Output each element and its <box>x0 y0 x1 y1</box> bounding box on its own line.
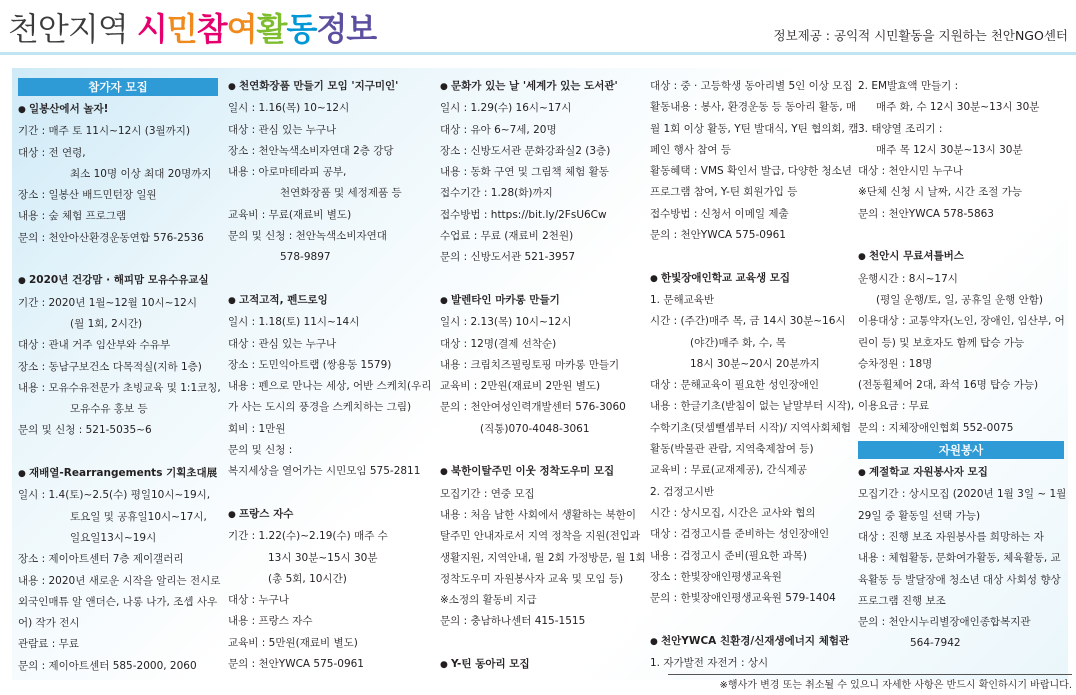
event-detail: 페인 행사 참여 등 <box>650 143 732 156</box>
event-detail: 탈주민 안내자로서 지역 정착을 지원(전입과 <box>440 530 641 543</box>
spacer <box>440 269 645 290</box>
event-detail: 문의 및 신청 : <box>228 444 293 457</box>
event-detail: 시간 : (주간)매주 목, 금 14시 30분~16시 <box>650 315 846 328</box>
event-detail: 일시 : 1.18(토) 11시~14시 <box>228 316 360 329</box>
event-detail: ※단체 신청 시 날짜, 시간 조절 가능 <box>858 186 1023 199</box>
event-detail: 교육비 : 무료(교재제공), 간식제공 <box>650 464 807 477</box>
event-detail: 활동내용 : 봉사, 환경운동 등 동아리 활동, 매 <box>650 101 857 114</box>
event-detail: 문의 : 천안YWCA 575-0961 <box>228 658 364 671</box>
event-detail: 월 1회 이상 활동, Y틴 발대식, Y틴 협의회, 캠 <box>650 122 859 135</box>
event-detail: 1. 자가발전 자전거 : 상시 <box>650 657 769 670</box>
event-detail: 대상 : 관심 있는 누구나 <box>228 123 337 136</box>
event-detail: 대상 : 검정고시를 준비하는 성인장애인 <box>650 528 830 541</box>
event-detail: 일시 : 1.4(토)~2.5(수) 평일10시~19시, <box>18 489 211 502</box>
section-badge-volunteer: 자원봉사 <box>858 441 1064 459</box>
event-detail: 이용대상 : 교통약자(노인, 장애인, 임산부, 어 <box>858 315 1065 328</box>
event-detail: 문의 및 신청 : 천안녹색소비자연대 <box>228 230 387 243</box>
event-detail: 내용 : 동화 구연 및 그림책 체험 활동 <box>440 166 609 179</box>
event-title: ● 한빛장애인학교 교육생 모집 <box>650 268 854 290</box>
event-detail: 회비 : 1만원 <box>228 422 286 435</box>
event-detail: 1. 문해교육반 <box>650 293 715 306</box>
event-detail: (총 5회, 10시간) <box>268 572 347 585</box>
event-detail: 대상 : 관심 있는 누구나 <box>228 337 337 350</box>
event-detail: 내용 : 체험활동, 문화여가활동, 체육활동, 교 <box>858 552 1061 565</box>
event-detail: 수학기초(덧셈뺄셈부터 시작)/ 지역사회체험 <box>650 421 851 434</box>
event-detail: 모유수유 홍보 등 <box>70 403 148 416</box>
event-detail: ※소정의 활동비 지급 <box>440 594 537 607</box>
event-detail: (월 1회, 2시간) <box>70 317 143 330</box>
event-detail: 대상 : 중 · 고등학생 동아리별 5인 이상 모집 <box>650 80 853 92</box>
event-detail: 어) 작가 전시 <box>18 617 80 630</box>
event-detail: 내용 : 숲 체험 프로그램 <box>18 210 127 223</box>
spacer <box>228 269 428 290</box>
event-detail: 수업료 : 무료 (재료비 2천원) <box>440 230 574 243</box>
event-detail: 29일 중 활동일 선택 가능) <box>858 509 981 522</box>
event-detail: 교육비 : 무료(재료비 별도) <box>228 208 352 221</box>
event-detail: 외국인매튜 알 앤더슨, 나롱 나가, 조셉 사우 <box>18 595 218 608</box>
event-detail: 문의 : 천안YWCA 578-5863 <box>858 207 994 220</box>
event-detail: 운행시간 : 8시~17시 <box>858 272 958 285</box>
event-detail: 일시 : 1.16(목) 10~12시 <box>228 102 350 115</box>
event-detail: 기간 : 매주 토 11시~12시 (3월까지) <box>18 125 191 138</box>
event-detail: 승차정원 : 18명 <box>858 357 933 370</box>
event-detail: 일시 : 1.29(수) 16시~17시 <box>440 102 572 115</box>
event-detail: 활동혜택 : VMS 확인서 발급, 다양한 청소년 <box>650 165 852 178</box>
info-provider: 정보제공 : 공익적 시민활동을 지원하는 천안NGO센터 <box>773 28 1068 43</box>
event-detail: 최소 10명 이상 최대 20명까지 <box>70 167 212 180</box>
event-title: ● 북한이탈주민 이웃 정착도우미 모집 <box>440 461 645 483</box>
event-detail: 장소 : 제이아트센터 7층 제이갤러리 <box>18 553 184 566</box>
event-detail: 일시 : 2.13(목) 10시~12시 <box>440 316 572 329</box>
event-detail: 매주 화, 수 12시 30분~13시 30분 <box>876 101 1040 114</box>
event-detail: 문의 : 천안YWCA 575-0961 <box>650 229 786 242</box>
column-4 <box>650 76 859 674</box>
event-title: ● 천안시 무료셔틀버스 <box>858 246 1064 268</box>
section-badge-participants: 참가자 모집 <box>18 78 218 96</box>
spacer <box>440 440 645 461</box>
title-char: 정보 <box>316 10 377 48</box>
event-detail: 생활지원, 지역안내, 월 2회 가정방문, 월 1회 <box>440 551 646 564</box>
title-char: 동 <box>286 10 317 48</box>
event-detail: (야간)매주 화, 수, 목 <box>690 336 786 349</box>
event-detail: 장소 : 도민익아트랩 (쌍용동 1579) <box>228 358 392 371</box>
event-detail: 578-9897 <box>280 251 331 264</box>
event-title: ● 고적고적, 펜드로잉 <box>228 290 428 312</box>
event-detail: 접수기간 : 1.28(화)까지 <box>440 187 553 200</box>
event-detail: 장소 : 일봉산 배드민턴장 일원 <box>18 189 157 202</box>
spacer <box>650 246 854 267</box>
event-detail: 2. EM발효액 만들기 : <box>858 80 959 92</box>
event-detail: 대상 : 천안시민 누구나 <box>858 165 963 178</box>
page-title <box>8 4 376 50</box>
spacer <box>440 633 645 654</box>
event-detail: 내용 : 처음 남한 사회에서 생활하는 북한이 <box>440 508 636 521</box>
event-detail: 접수방법 : 신청서 이메일 제출 <box>650 207 789 220</box>
event-detail: 내용 : 2020년 새로운 시작을 알리는 전시로 <box>18 574 221 587</box>
event-detail: 대상 : 진행 보조 자원봉사를 희망하는 자 <box>858 530 1044 543</box>
event-detail: 내용 : 펜으로 만나는 세상, 어반 스케치(우리 <box>228 380 432 393</box>
title-region: 천안지역 <box>8 10 137 48</box>
title-char: 민 <box>166 10 197 48</box>
event-detail: (전동휠체어 2대, 좌석 16명 탑승 가능) <box>858 379 1039 392</box>
event-detail: 대상 : 관내 거주 임산부와 수유부 <box>18 339 171 352</box>
event-detail: 문의 : 천안여성인력개발센터 576-3060 <box>440 401 626 414</box>
event-detail: 2. 검정고시반 <box>650 485 715 498</box>
header-divider <box>0 52 1076 55</box>
event-detail: 프로그램 진행 보조 <box>858 594 946 607</box>
event-detail: 18시 30분~20시 20분까지 <box>690 357 820 370</box>
page-header <box>0 0 1076 55</box>
event-detail: 육활동 등 발달장애 청소년 대상 사회성 향상 <box>858 573 1061 586</box>
event-detail: 3. 태양열 조리기 : <box>858 122 943 135</box>
event-detail: 내용 : 검정고시 준비(필요한 과목) <box>650 549 807 562</box>
event-detail: 기간 : 2020년 1월~12월 10시~12시 <box>18 296 197 309</box>
event-detail: 대상 : 유아 6~7세, 20명 <box>440 123 557 136</box>
event-detail: 장소 : 한빛장애인평생교육원 <box>650 570 782 583</box>
event-detail: (직통)070-4048-3061 <box>480 422 590 435</box>
event-title: ● 천안YWCA 친환경/신재생에너지 체험관 <box>650 631 854 653</box>
event-title: ● 발렌타인 마카롱 만들기 <box>440 290 645 312</box>
title-char: 활 <box>256 10 287 48</box>
event-detail: 13시 30분~15시 30분 <box>268 551 378 564</box>
event-detail: 문의 : 한빛장애인평생교육원 579-1404 <box>650 592 836 605</box>
event-detail: 교육비 : 5만원(재료비 별도) <box>228 636 358 649</box>
event-detail: 문의 : 신방도서관 521-3957 <box>440 251 576 264</box>
event-detail: 시간 : 상시모집, 시간은 교사와 협의 <box>650 506 816 519</box>
spacer <box>18 442 218 463</box>
spacer <box>228 483 428 504</box>
event-detail: 564-7942 <box>910 637 961 650</box>
event-detail: 모집기간 : 상시모집 (2020년 1월 3일 ~ 1월 <box>858 488 1067 501</box>
event-title: ● 프랑스 자수 <box>228 504 428 526</box>
event-detail: 모집기간 : 연중 모집 <box>440 487 535 500</box>
event-title: ● 문화가 있는 날 '세계가 있는 도서관' <box>440 76 645 98</box>
event-detail: 린이 등) 및 보호자도 함께 탑승 가능 <box>858 336 1025 349</box>
event-detail: 문의 및 신청 : 521-5035~6 <box>18 424 152 437</box>
spacer <box>18 249 218 270</box>
event-detail: 천연화장품 및 세정제품 등 <box>280 187 402 200</box>
event-title: ● 일봉산에서 놀자! <box>18 99 218 121</box>
event-detail: 이용요금 : 무료 <box>858 400 930 413</box>
title-char: 시 <box>136 10 167 48</box>
event-detail: 내용 : 아로마테라피 공부, <box>228 166 347 179</box>
event-detail: 접수방법 : https://bit.ly/2FsU6Cw <box>440 208 607 221</box>
event-detail: 내용 : 한글기초(받침이 없는 낱말부터 시작), <box>650 400 855 413</box>
event-detail: 장소 : 천안녹색소비자연대 2층 강당 <box>228 144 394 157</box>
column-3 <box>440 76 645 676</box>
event-detail: 장소 : 동남구보건소 다목적실(지하 1층) <box>18 360 202 373</box>
event-detail: 기간 : 1.22(수)~2.19(수) 매주 수 <box>228 530 388 543</box>
column-2 <box>228 76 432 675</box>
event-detail: 가 사는 도시의 풍경을 스케치하는 그림) <box>228 401 412 414</box>
event-title: ● 천연화장품 만들기 모임 '지구미인' <box>228 76 428 98</box>
event-detail: 복지세상을 열어가는 시민모임 575-2811 <box>228 465 421 478</box>
event-detail: 장소 : 신방도서관 문화강좌실2 (3층) <box>440 144 611 157</box>
event-detail: 토요일 및 공휴일10시~17시, <box>70 510 207 523</box>
event-detail: 문의 : 지체장애인협회 552-0075 <box>858 421 1014 434</box>
event-detail: 대상 : 문해교육이 필요한 성인장애인 <box>650 379 820 392</box>
listings-board <box>12 68 1068 680</box>
event-title: ● 계절학교 자원봉사자 모집 <box>858 462 1064 484</box>
column-1 <box>18 76 221 677</box>
event-detail: 문의 : 천안아산환경운동연합 576-2536 <box>18 231 204 244</box>
event-title: ● Y-틴 동아리 모집 <box>440 654 645 676</box>
event-detail: 내용 : 크림치즈필링토핑 마카롱 만들기 <box>440 358 620 371</box>
event-detail: (평일 운행/토, 일, 공휴일 운행 안함) <box>876 293 1043 306</box>
event-detail: 내용 : 모유수유전문가 초빙교육 및 1:1코칭, <box>18 381 221 394</box>
event-detail: 대상 : 12명(결제 선착순) <box>440 337 557 350</box>
event-detail: 내용 : 프랑스 자수 <box>228 615 313 628</box>
event-detail: 정착도우미 자원봉사자 교육 및 모임 등) <box>440 572 624 585</box>
event-detail: 프로그램 참여, Y-틴 회원가입 등 <box>650 186 798 199</box>
title-char: 여 <box>226 10 257 48</box>
event-detail: 문의 : 천안시누리별장애인종합복지관 <box>858 616 1031 629</box>
event-detail: 대상 : 누구나 <box>228 594 289 607</box>
spacer <box>650 609 854 630</box>
event-detail: 일요일13시~19시 <box>70 531 157 544</box>
event-title: ● 2020년 건강맘 · 해피맘 모유수유교실 <box>18 270 218 292</box>
event-title: ● 재배열-Rearrangements 기획초대展 <box>18 463 218 485</box>
event-detail: 교육비 : 2만원(재료비 2만원 별도) <box>440 380 601 393</box>
event-detail: 관람료 : 무료 <box>18 638 79 651</box>
event-detail: 문의 : 제이아트센터 585-2000, 2060 <box>18 659 197 672</box>
spacer <box>858 225 1064 246</box>
event-detail: 대상 : 전 연령, <box>18 146 86 159</box>
column-5 <box>858 76 1067 655</box>
title-char: 참 <box>196 10 227 48</box>
disclaimer-note: ※행사가 변경 또는 취소될 수 있으니 자세한 사항은 반드시 확인하시기 바랍니다. <box>668 674 1072 691</box>
event-detail: 문의 : 충남하나센터 415-1515 <box>440 615 586 628</box>
event-detail: 매주 목 12시 30분~13시 30분 <box>876 143 1023 156</box>
event-detail: 활동(박물관 관람, 지역축제참여 등) <box>650 443 814 456</box>
